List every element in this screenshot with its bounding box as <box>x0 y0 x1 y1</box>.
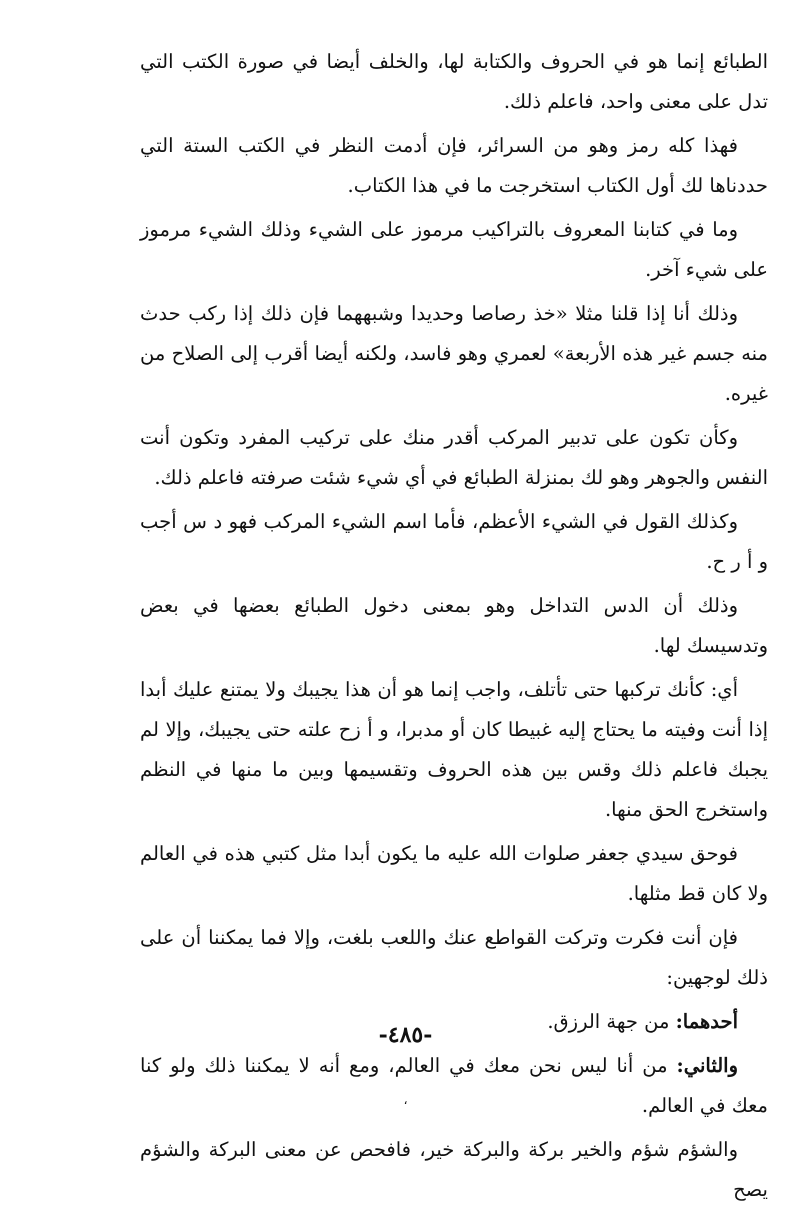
paragraph-12 <box>140 1046 768 1126</box>
bottom-mark: ، <box>403 1093 408 1107</box>
paragraph-1: الطبائع إنما هو في الحروف والكتابة لها، والخلف أيضا في صورة الكتب التي تدل على معنى واحد، فاعلم ذلك. <box>140 50 768 113</box>
paragraph-7: وذلك أن الدس التداخل وهو بمعنى دخول الطبائع بعضها في بعض وتدسيسك لها. <box>140 594 768 657</box>
paragraph-12-text: من أنا ليس نحن معك في العالم، ومع أنه لا يمكننا ذلك ولو كنا معك في العالم. <box>140 1054 768 1117</box>
paragraph-2: فهذا كله رمز وهو من السرائر، فإن أدمت النظر في الكتب الستة التي حددناها لك أول الكتاب استخرجت ما في هذا الكتاب. <box>140 134 768 197</box>
paragraph-12-lead: والثاني: <box>676 1054 738 1077</box>
paragraph-13: والشؤم شؤم والخير بركة والبركة خير، فافحص عن معنى البركة والشؤم يصح <box>140 1138 768 1201</box>
paragraph-4: وذلك أنا إذا قلنا مثلا «خذ رصاصا وحديدا وشبههما فإن ذلك إذا ركب حدث منه جسم غير هذه الأربعة» لعمري وهو فاسد، ولكنه أيضا أقرب إلى الصلاح من غيره. <box>140 302 768 405</box>
paragraph-3: وما في كتابنا المعروف بالتراكيب مرموز على الشيء وذلك الشيء مرموز على شيء آخر. <box>140 218 768 281</box>
paragraph-9: فوحق سيدي جعفر صلوات الله عليه ما يكون أبدا مثل كتبي هذه في العالم ولا كان قط مثلها. <box>140 842 768 905</box>
paragraph-10: فإن أنت فكرت وتركت القواطع عنك واللعب بلغت، وإلا فما يمكننا أن على ذلك لوجهين: <box>140 926 768 989</box>
page-number: -٤٨٥- <box>378 1022 433 1048</box>
paragraph-6: وكذلك القول في الشيء الأعظم، فأما اسم الشيء المركب فهو د س أجب و أ ر ح. <box>140 510 768 573</box>
paragraph-8: أي: كأنك تركبها حتى تأتلف، واجب إنما هو أن هذا يجيبك ولا يمتنع عليك أبدا إذا أنت وفيته ما يحتاج إليه غبيطا كان أو مدبرا، و أ زح علته حتى يجيبك، وإلا لم يجبك فاعلم ذلك وقس بين هذه الحروف وتقسيمها وبين ما منها في النظم واستخرج الحق منها. <box>140 678 768 821</box>
paragraph-11-text: من جهة الرزق. <box>547 1010 676 1033</box>
paragraph-5: وكأن تكون على تدبير المركب أقدر منك على تركيب المفرد وتكون أنت النفس والجوهر وهو لك بمنزلة الطبائع في أي شيء شئت صرفته فاعلم ذلك. <box>140 426 768 489</box>
paragraph-11-lead: أحدهما: <box>675 1010 738 1033</box>
